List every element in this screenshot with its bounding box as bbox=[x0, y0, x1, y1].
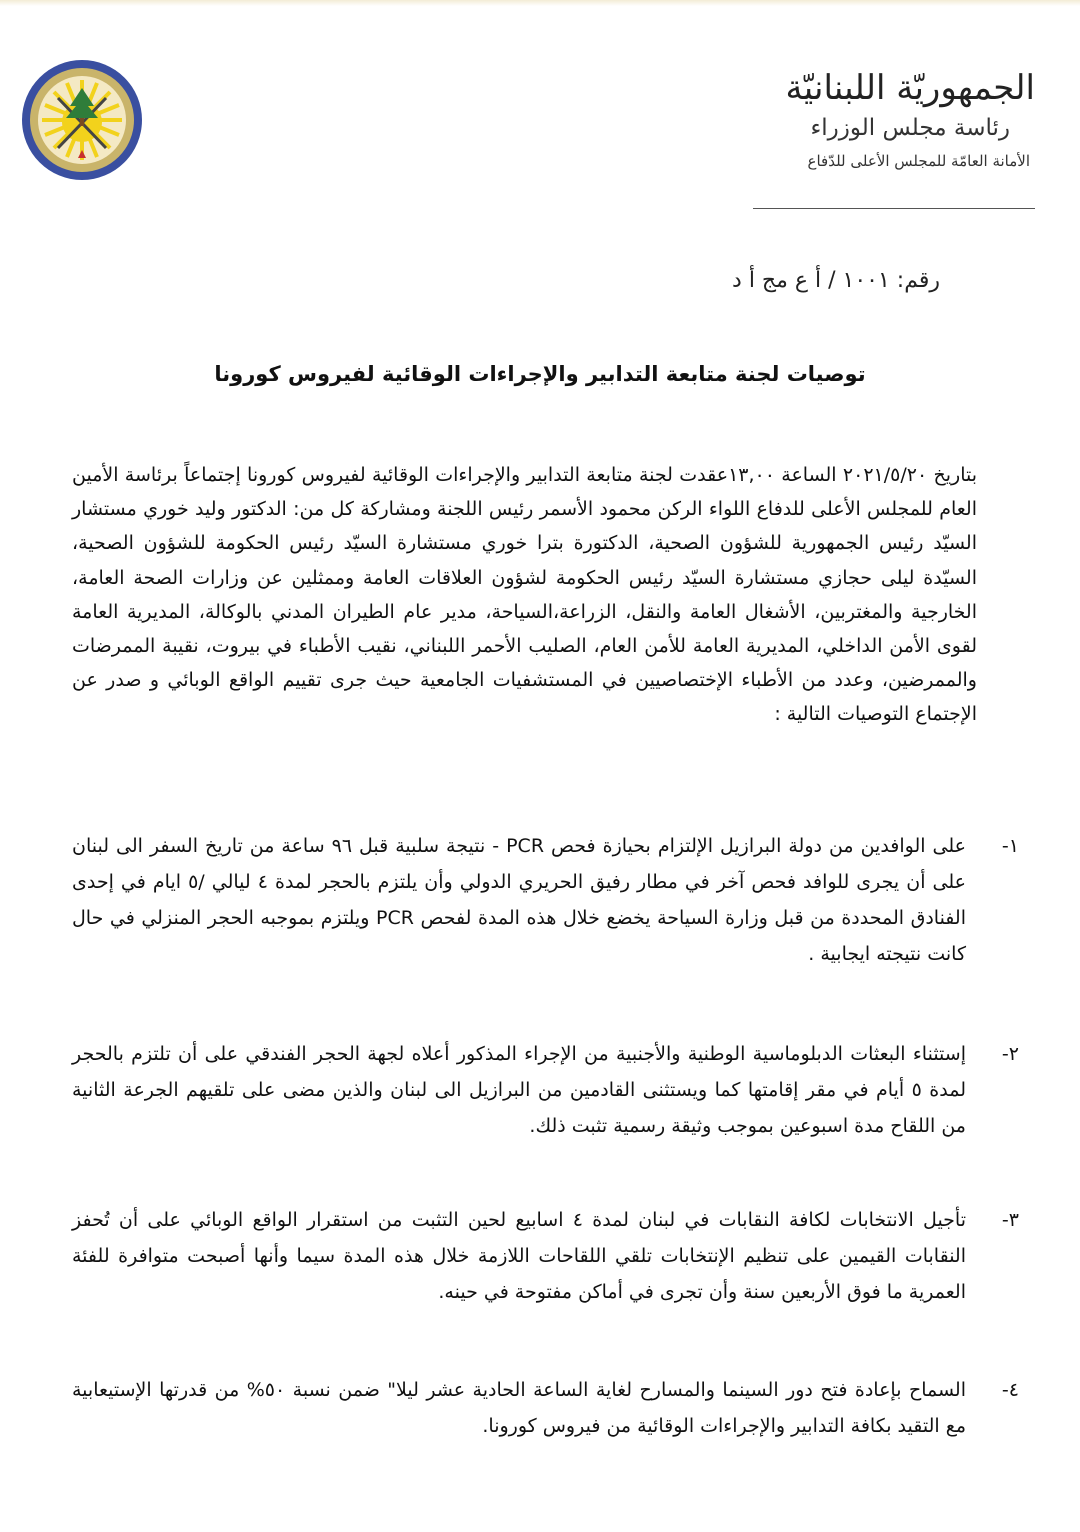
item-number: ٤- bbox=[1001, 1379, 1019, 1401]
recommendation-item bbox=[72, 1202, 1019, 1310]
recommendation-item bbox=[72, 1372, 1019, 1444]
letterhead-presidency: رئاسة مجلس الوزراء bbox=[810, 115, 1010, 141]
item-text: على الوافدين من دولة البرازيل الإلتزام بحيازة فحص PCR - نتيجة سلبية قبل ٩٦ ساعة من تاريخ السفر الى لبنان على أن يجرى للوافد فحص آخر في مطار رفيق الحريري الدولي وأن يلتزم بالحجر لمدة ٤ ليالي /٥ ايام في إحدى الفنادق المحددة من قبل وزارة السياحة يخضع خلال هذه المدة لفحص PCR ويلتزم بموجبه الحجر المنزلي في حال كانت نتيجته ايجابية . bbox=[72, 835, 967, 965]
item-text: تأجيل الانتخابات لكافة النقابات في لبنان لمدة ٤ اسابيع لحين التثبت من استقرار الواقع الوبائي على أن تُحفز النقابات القيمين على تنظيم الإنتخابات تلقي اللقاحات اللازمة خلال هذه المدة سيما وأنها أصبحت متوافرة للفئة العمرية ما فوق الأربعين سنة وأن تجرى في أماكن مفتوحة في حينه. bbox=[72, 1209, 966, 1303]
letterhead-secretariat: الأمانة العامّة للمجلس الأعلى للدّفاع bbox=[807, 152, 1030, 170]
recommendation-item bbox=[72, 828, 1019, 972]
letterhead-divider bbox=[753, 208, 1035, 209]
item-number: ١- bbox=[1001, 835, 1019, 857]
item-number: ٢- bbox=[1001, 1043, 1019, 1065]
letterhead bbox=[735, 66, 1035, 176]
recommendation-item bbox=[72, 1036, 1019, 1144]
item-number: ٣- bbox=[1001, 1209, 1019, 1231]
document-title: توصيات لجنة متابعة التدابير والإجراءات الوقائية لفيروس كورونا bbox=[214, 362, 866, 386]
reference-number: رقم: ١٠٠١ / أ ع مج أ د bbox=[732, 268, 940, 293]
intro-paragraph: بتاريخ ٢٠٢١/٥/٢٠ الساعة ١٣,٠٠عقدت لجنة متابعة التدابير والإجراءات الوقائية لفيروس كورونا إجتماعاً برئاسة الأمين العام للمجلس الأعلى للدفاع اللواء الركن محمود الأسمر رئيس اللجنة ومشاركة كل من: الدكتور وليد خوري مستشار السيّد رئيس الجمهورية للشؤون الصحية، الدكتورة بترا خوري مستشارة السيّد رئيس الحكومة للشؤون الصحية، السيّدة ليلى حجازي مستشارة السيّد رئيس الحكومة لشؤون العلاقات العامة وممثلين عن وزارات الصحة العامة، الخارجية والمغتربين، الأشغال العامة والنقل، الزراعة،السياحة، مدير عام الطيران المدني بالوكالة، المديرية العامة لقوى الأمن الداخلي، المديرية العامة للأمن العام، الصليب الأحمر اللبناني، نقيب الأطباء في بيروت، نقيبة الممرضات والممرضين، وعدد من الأطباء الإختصاصيين في المستشفيات الجامعية حيث جرى تقييم الواقع الوبائي و صدر عن الإجتماع التوصيات التالية : bbox=[72, 464, 978, 726]
item-text: السماح بإعادة فتح دور السينما والمسارح لغاية الساعة الحادية عشر ليلا" ضمن نسبة ٥٠% من قدرتها الإستيعابية مع التقيد بكافة التدابير والإجراءات الوقائية من فيروس كورونا. bbox=[72, 1379, 966, 1437]
lebanese-army-cedar-emblem-icon bbox=[20, 58, 144, 182]
letterhead-republic: الجمهوريّة اللبنانيّة bbox=[785, 68, 1035, 108]
item-text: إستثناء البعثات الدبلوماسية الوطنية والأجنبية من الإجراء المذكور أعلاه لجهة الحجر الفندقي على أن تلتزم بالحجر لمدة ٥ أيام في مقر إقامتها كما ويستثنى القادمين من البرازيل الى لبنان والذين مضى على تلقيهم الجرعة الثانية من اللقاح مدة اسبوعين بموجب وثيقة رسمية تثبت ذلك. bbox=[72, 1043, 966, 1137]
